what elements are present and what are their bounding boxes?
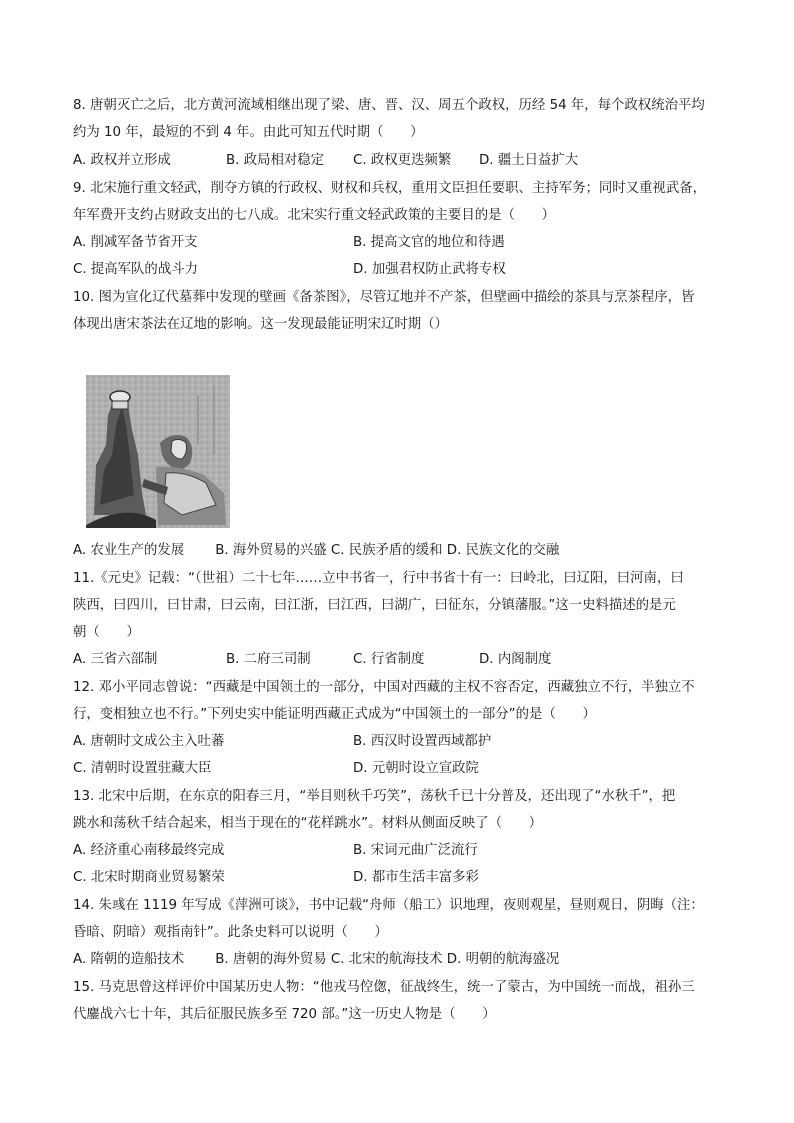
q9-option-b: B. 提高文官的地位和待遇 bbox=[353, 235, 505, 250]
q11-option-a: A. 三省六部制 bbox=[73, 652, 158, 667]
q12-option-c: C. 清朝时设置驻藏大臣 bbox=[73, 761, 212, 776]
q9-option-a: A. 削减军备节省开支 bbox=[73, 235, 198, 250]
q11-option-c: C. 行省制度 bbox=[353, 652, 425, 667]
q13-stem-line1: 13. 北宋中后期，在东京的阳春三月，“举目则秋千巧笑”，荡秋千已十分普及，还出现了“水秋千”，把 bbox=[73, 789, 676, 804]
q8-option-a: A. 政权并立形成 bbox=[73, 153, 171, 168]
q9-option-c: C. 提高军队的战斗力 bbox=[73, 262, 198, 277]
q14-stem-line1: 14. 朱彧在 1119 年写成《萍洲可谈》，书中记载“舟师（船工）识地理，夜则观星，昼则观日，阴晦（注： bbox=[73, 898, 704, 913]
q13-option-c: C. 北宋时期商业贸易繁荣 bbox=[73, 870, 225, 885]
q13-stem-line2: 跳水和荡秋千结合起来，相当于现在的“花样跳水”。材料从侧面反映了（ ） bbox=[73, 816, 543, 831]
q8-option-d: D. 疆土日益扩大 bbox=[479, 153, 579, 168]
q8-stem-line1: 8. 唐朝灭亡之后，北方黄河流域相继出现了梁、唐、晋、汉、周五个政权，历经 54 年，每个政权统治平均 bbox=[73, 98, 705, 113]
q10-options: A. 农业生产的发展 B. 海外贸易的兴盛 C. 民族矛盾的缓和 D. 民族文化的交融 bbox=[73, 543, 560, 558]
q9-option-d: D. 加强君权防止武将专权 bbox=[353, 262, 506, 277]
q11-stem-line1: 11.《元史》记载：“（世祖）二十七年……立中书省一，行中书省十有一：曰岭北，曰辽阳，曰河南，曰 bbox=[73, 571, 684, 586]
q10-stem-line2: 体现出唐宋茶法在辽地的影响。这一发现最能证明宋辽时期（） bbox=[73, 317, 448, 332]
q13-option-b: B. 宋词元曲广泛流行 bbox=[353, 843, 478, 858]
q12-option-a: A. 唐朝时文成公主入吐蕃 bbox=[73, 734, 225, 749]
q11-option-b: B. 二府三司制 bbox=[226, 652, 311, 667]
q8-option-b: B. 政局相对稳定 bbox=[226, 153, 325, 168]
q12-option-d: D. 元朝时设立宣政院 bbox=[353, 761, 479, 776]
q13-option-d: D. 都市生活丰富多彩 bbox=[353, 870, 479, 885]
q8-stem-line2: 约为 10 年，最短的不到 4 年。由此可知五代时期（ ） bbox=[73, 125, 424, 140]
q11-stem-line3: 朝（ ） bbox=[73, 625, 140, 640]
q10-stem-line1: 10. 图为宣化辽代墓葬中发现的壁画《备茶图》，尽管辽地并不产茶，但壁画中描绘的茶具与烹茶程序，皆 bbox=[73, 290, 695, 305]
q11-stem-line2: 陕西，曰四川，曰甘肃，曰云南，曰江浙，曰江西，曰湖广，曰征东，分镇藩服。”这一史料描述的是元 bbox=[73, 598, 676, 613]
q15-stem-line1: 15. 马克思曾这样评价中国某历史人物：“他戎马倥偬，征战终生，统一了蒙古，为中国统一而战，祖孙三 bbox=[73, 980, 695, 995]
mural-tea-preparation-image bbox=[86, 375, 230, 528]
q11-option-d: D. 内阁制度 bbox=[479, 652, 552, 667]
q12-stem-line1: 12. 邓小平同志曾说：“西藏是中国领土的一部分，中国对西藏的主权不容否定，西藏独立不行，半独立不 bbox=[73, 680, 695, 695]
q9-stem-line2: 年军费开支约占财政支出的七八成。北宋实行重文轻武政策的主要目的是（ ） bbox=[73, 208, 556, 223]
q15-stem-line2: 代鏖战六七十年，其后征服民族多至 720 部。”这一历史人物是（ ） bbox=[73, 1007, 496, 1022]
q14-stem-line2: 昏暗、阴暗）观指南针”。此条史料可以说明（ ） bbox=[73, 925, 388, 940]
q9-stem-line1: 9. 北宋施行重文轻武，削夺方镇的行政权、财权和兵权，重用文臣担任要职、主持军务；同时又重视武备， bbox=[73, 181, 706, 196]
q12-option-b: B. 西汉时设置西域都护 bbox=[353, 734, 492, 749]
q12-stem-line2: 行，变相独立也不行。”下列史实中能证明西藏正式成为“中国领土的一部分”的是（ ） bbox=[73, 707, 596, 722]
q8-option-c: C. 政权更迭频繁 bbox=[353, 153, 452, 168]
q13-option-a: A. 经济重心南移最终完成 bbox=[73, 843, 225, 858]
q14-options: A. 隋朝的造船技术 B. 唐朝的海外贸易 C. 北宋的航海技术 D. 明朝的航海盛况 bbox=[73, 952, 560, 967]
